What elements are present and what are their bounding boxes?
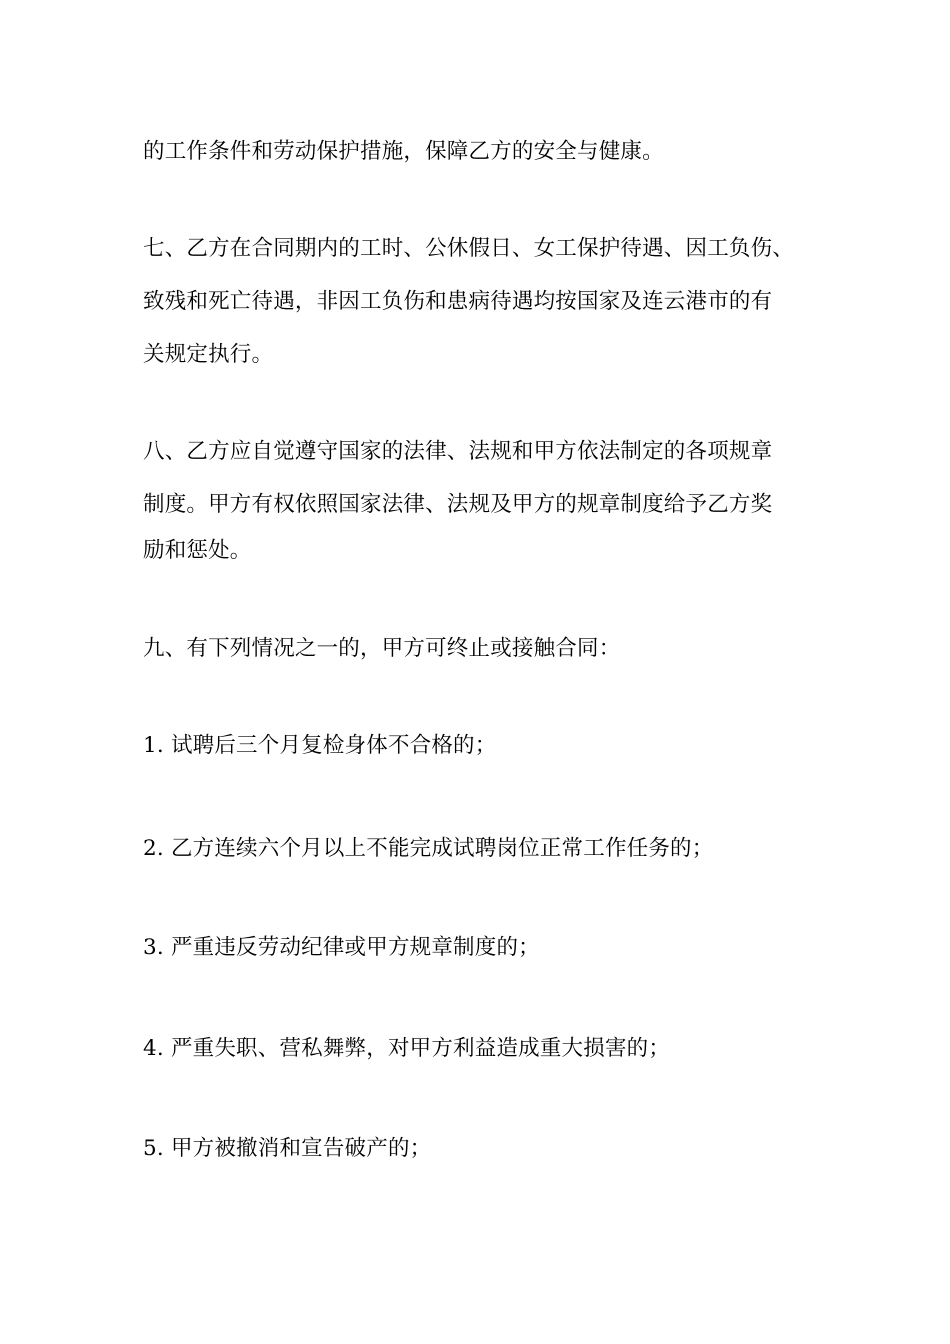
- list-item: 4. 严重失职、营私舞弊，对甲方利益造成重大损害的；: [143, 1036, 671, 1061]
- text-line: 七、乙方在合同期内的工时、公休假日、女工保护待遇、因工负伤、: [143, 236, 795, 261]
- text-line: 八、乙方应自觉遵守国家的法律、法规和甲方依法制定的各项规章: [143, 439, 773, 464]
- list-item: 1. 试聘后三个月复检身体不合格的；: [143, 733, 497, 758]
- list-item: 2. 乙方连续六个月以上不能完成试聘岗位正常工作任务的；: [143, 836, 714, 861]
- text-line: 励和惩处。: [143, 538, 252, 563]
- text-line: 的工作条件和劳动保护措施，保障乙方的安全与健康。: [143, 139, 664, 164]
- text-line: 九、有下列情况之一的，甲方可终止或接触合同：: [143, 636, 621, 661]
- text-line: 致残和死亡待遇，非因工负伤和患病待遇均按国家及连云港市的有: [143, 289, 773, 314]
- list-item: 5. 甲方被撤消和宣告破产的；: [143, 1136, 432, 1161]
- list-item: 3. 严重违反劳动纪律或甲方规章制度的；: [143, 935, 540, 960]
- text-line: 制度。甲方有权依照国家法律、法规及甲方的规章制度给予乙方奖: [143, 492, 773, 517]
- text-line: 关规定执行。: [143, 342, 274, 367]
